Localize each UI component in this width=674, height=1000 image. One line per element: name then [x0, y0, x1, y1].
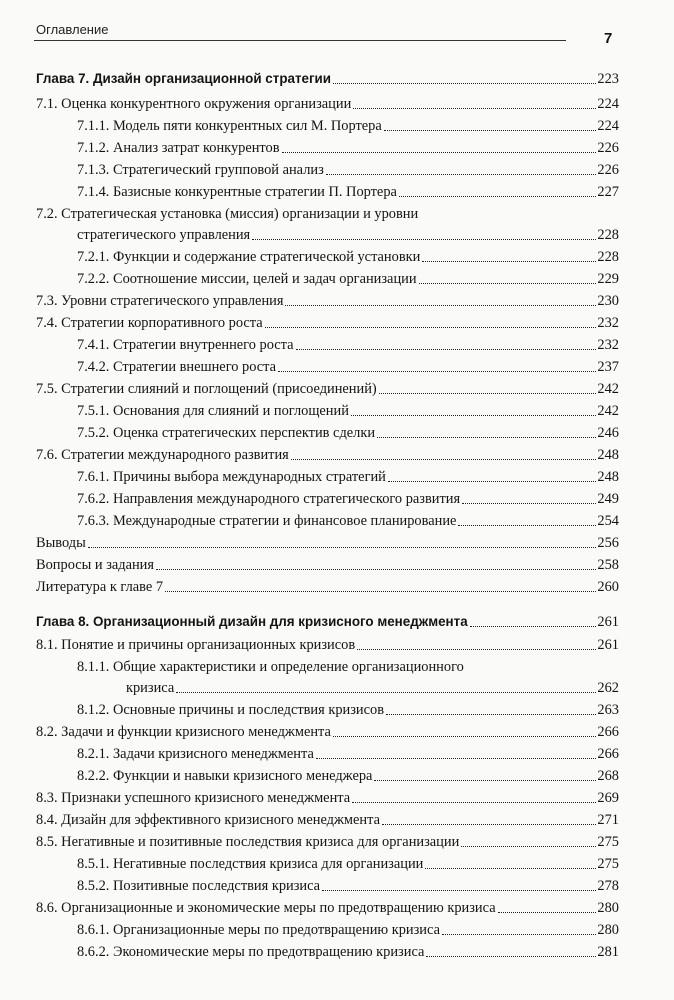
- toc-entry-title: 7.4. Стратегии корпоративного роста: [36, 315, 263, 331]
- dot-leader: [422, 261, 596, 262]
- dot-leader: [462, 503, 596, 504]
- dot-leader: [374, 780, 596, 781]
- dot-leader: [176, 692, 596, 693]
- dot-leader: [461, 846, 596, 847]
- toc-entry-page: 271: [597, 812, 619, 828]
- toc-entry-page: 248: [597, 447, 619, 463]
- toc-entry-7-2[interactable]: [77, 226, 619, 244]
- dot-leader: [156, 569, 596, 570]
- toc-entry-7-4-1[interactable]: [77, 336, 619, 354]
- toc-entry-8-1-1[interactable]: [126, 679, 619, 697]
- toc-entry-title: 7.6.1. Причины выбора международных стратегий: [77, 469, 386, 485]
- toc-entry-8-3[interactable]: [36, 789, 619, 807]
- toc-entry-title: Выводы: [36, 535, 86, 551]
- toc-entry-page: 223: [597, 71, 619, 87]
- toc-entry-title: 7.6. Стратегии международного развития: [36, 447, 289, 463]
- toc-entry-8-2-1[interactable]: [77, 745, 619, 763]
- toc-entry-title: 7.4.2. Стратегии внешнего роста: [77, 359, 277, 375]
- dot-leader: [326, 174, 597, 175]
- dot-leader: [353, 108, 596, 109]
- page-number: 7: [604, 30, 613, 47]
- dot-leader: [291, 459, 597, 460]
- toc-entry-page: 269: [597, 790, 619, 806]
- dot-leader: [165, 591, 596, 592]
- dot-leader: [399, 196, 597, 197]
- toc-entry-7-4[interactable]: [36, 314, 619, 332]
- toc-entry-page: 260: [597, 579, 619, 595]
- toc-entry-page: 263: [597, 702, 619, 718]
- toc-entry-page: 232: [597, 337, 619, 353]
- toc-entry-page: 248: [597, 469, 619, 485]
- toc-entry-page: 280: [597, 900, 619, 916]
- toc-entry-page: 226: [597, 140, 619, 156]
- toc-entry-8-1-2[interactable]: [77, 701, 619, 719]
- toc-entry-7-4-2[interactable]: [77, 358, 619, 376]
- dot-leader: [498, 912, 597, 913]
- toc-entry-title: Глава 8. Организационный дизайн для кризисного менеджмента: [36, 614, 468, 629]
- dot-leader: [278, 371, 596, 372]
- toc-entry-page: 227: [597, 184, 619, 200]
- running-head: Оглавление: [36, 22, 109, 37]
- toc-entry-page: 229: [597, 271, 619, 287]
- dot-leader: [377, 437, 596, 438]
- dot-leader: [470, 626, 597, 627]
- toc-entry-title: 8.1. Понятие и причины организационных кризисов: [36, 637, 356, 653]
- toc-entry-page: 254: [597, 513, 619, 529]
- toc-entry-page: 242: [597, 403, 619, 419]
- dot-leader: [458, 525, 596, 526]
- dot-leader: [425, 868, 596, 869]
- dot-leader: [352, 802, 596, 803]
- toc-entry-7-5-2[interactable]: [77, 424, 619, 442]
- toc-entry-page: 228: [597, 227, 619, 243]
- toc-entry-title: Литература к главе 7: [36, 579, 164, 595]
- toc-entry-page: 275: [597, 834, 619, 850]
- toc-entry-page: 266: [597, 746, 619, 762]
- toc-entry-8-1[interactable]: [36, 636, 619, 654]
- toc-entry-title-continued: кризиса: [126, 680, 175, 696]
- toc-entry-title: 8.2. Задачи и функции кризисного менеджмента: [36, 724, 331, 740]
- toc-entry-page: 278: [597, 878, 619, 894]
- toc-entry-page: 230: [597, 293, 619, 309]
- toc-entry-page: 246: [597, 425, 619, 441]
- dot-leader: [382, 824, 596, 825]
- toc-entry-page: 261: [597, 637, 619, 653]
- toc-entry-page: 224: [597, 118, 619, 134]
- toc-entry-title: 7.3. Уровни стратегического управления: [36, 293, 284, 309]
- toc-entry-conclusions-7[interactable]: [36, 534, 619, 552]
- toc-entry-7-1-2[interactable]: [77, 139, 619, 157]
- toc-entry-title: 7.6.3. Международные стратегии и финансовое планирование: [77, 513, 457, 529]
- toc-entry-title: 7.1.2. Анализ затрат конкурентов: [77, 140, 280, 156]
- toc-entry-title: 7.1.3. Стратегический групповой анализ: [77, 162, 324, 178]
- dot-leader: [386, 714, 596, 715]
- toc-entry-page: 226: [597, 162, 619, 178]
- toc-entry-8-2[interactable]: [36, 723, 619, 741]
- toc-entry-title: 7.5. Стратегии слияний и поглощений (присоединений): [36, 381, 377, 397]
- toc-entry-page: 237: [597, 359, 619, 375]
- toc-entry-8-5-1[interactable]: [77, 855, 619, 873]
- toc-entry-7-2-line1[interactable]: 7.2. Стратегическая установка (миссия) организации и уровни: [36, 206, 419, 222]
- dot-leader: [265, 327, 597, 328]
- dot-leader: [252, 239, 596, 240]
- toc-entry-title: 7.1.4. Базисные конкурентные стратегии П. Портера: [77, 184, 397, 200]
- toc-entry-page: 228: [597, 249, 619, 265]
- dot-leader: [388, 481, 597, 482]
- toc-entry-questions-7[interactable]: [36, 556, 619, 574]
- toc-entry-page: 258: [597, 557, 619, 573]
- toc-entry-page: 224: [597, 96, 619, 112]
- toc-entry-page: 266: [597, 724, 619, 740]
- toc-entry-7-1-1[interactable]: [77, 117, 619, 135]
- toc-entry-8-5-2[interactable]: [77, 877, 619, 895]
- toc-entry-page: 281: [597, 944, 619, 960]
- toc-entry-title: 7.1. Оценка конкурентного окружения организации: [36, 96, 352, 112]
- toc-entry-page: 261: [597, 614, 619, 630]
- dot-leader: [351, 415, 597, 416]
- toc-entry-title: 8.6.2. Экономические меры по предотвращению кризиса: [77, 944, 425, 960]
- toc-entry-8-6[interactable]: [36, 899, 619, 917]
- toc-entry-title: 7.6.2. Направления международного стратегического развития: [77, 491, 461, 507]
- toc-entry-page: 275: [597, 856, 619, 872]
- toc-entry-title: 8.2.2. Функции и навыки кризисного менеджера: [77, 768, 373, 784]
- toc-entry-7-5-1[interactable]: [77, 402, 619, 420]
- toc-entry-7-6-2[interactable]: [77, 490, 619, 508]
- toc-entry-page: 242: [597, 381, 619, 397]
- toc-entry-title: Вопросы и задания: [36, 557, 154, 573]
- dot-leader: [88, 547, 597, 548]
- toc-entry-page: 232: [597, 315, 619, 331]
- dot-leader: [426, 956, 596, 957]
- toc-entry-title: 8.3. Признаки успешного кризисного менеджмента: [36, 790, 351, 806]
- toc-entry-7-5[interactable]: [36, 380, 619, 398]
- toc-entry-7-2-1[interactable]: [77, 248, 619, 266]
- toc-entry-page: 262: [597, 680, 619, 696]
- toc-entry-title: 8.5. Негативные и позитивные последствия кризиса для организации: [36, 834, 460, 850]
- toc-entry-title: 7.5.1. Основания для слияний и поглощений: [77, 403, 349, 419]
- dot-leader: [379, 393, 597, 394]
- dot-leader: [333, 736, 597, 737]
- toc-entry-8-4[interactable]: [36, 811, 619, 829]
- toc-entry-8-2-2[interactable]: [77, 767, 619, 785]
- toc-entry-7-6[interactable]: [36, 446, 619, 464]
- toc-entry-7-6-3[interactable]: [77, 512, 619, 530]
- toc-entry-literature-7[interactable]: [36, 578, 619, 596]
- dot-leader: [357, 649, 596, 650]
- toc-entry-7-1-3[interactable]: [77, 161, 619, 179]
- toc-entry-7-6-1[interactable]: [77, 468, 619, 486]
- toc-entry-7-3[interactable]: [36, 292, 619, 310]
- toc-entry-title: 8.4. Дизайн для эффективного кризисного менеджмента: [36, 812, 380, 828]
- toc-entry-chapter-7[interactable]: [36, 70, 619, 88]
- toc-entry-page: 268: [597, 768, 619, 784]
- toc-entry-8-1-1-line1[interactable]: 8.1.1. Общие характеристики и определение организационного: [77, 659, 464, 675]
- toc-entry-8-5[interactable]: [36, 833, 619, 851]
- toc-entry-title: 7.4.1. Стратегии внутреннего роста: [77, 337, 294, 353]
- toc-entry-title: 8.5.2. Позитивные последствия кризиса: [77, 878, 321, 894]
- toc-entry-chapter-8[interactable]: [36, 613, 619, 631]
- dot-leader: [322, 890, 596, 891]
- dot-leader: [442, 934, 596, 935]
- toc-entry-title: 7.2.1. Функции и содержание стратегической установки: [77, 249, 421, 265]
- toc-entry-title: 7.5.2. Оценка стратегических перспектив сделки: [77, 425, 376, 441]
- toc-entry-8-6-1[interactable]: [77, 921, 619, 939]
- dot-leader: [384, 130, 597, 131]
- toc-entry-title: 8.2.1. Задачи кризисного менеджмента: [77, 746, 314, 762]
- toc-entry-title-continued: стратегического управления: [77, 227, 251, 243]
- dot-leader: [419, 283, 597, 284]
- toc-entry-title: 8.6.1. Организационные меры по предотвращению кризиса: [77, 922, 440, 938]
- toc-entry-title: Глава 7. Дизайн организационной стратегии: [36, 71, 331, 86]
- dot-leader: [333, 83, 596, 84]
- toc-entry-title: 8.1.2. Основные причины и последствия кризисов: [77, 702, 384, 718]
- toc-entry-title: 8.6. Организационные и экономические меры по предотвращению кризиса: [36, 900, 496, 916]
- toc-entry-title: 7.2.2. Соотношение миссии, целей и задач организации: [77, 271, 417, 287]
- dot-leader: [316, 758, 597, 759]
- toc-entry-7-1[interactable]: [36, 95, 619, 113]
- toc-entry-7-1-4[interactable]: [77, 183, 619, 201]
- dot-leader: [296, 349, 597, 350]
- toc-entry-page: 256: [597, 535, 619, 551]
- toc-entry-page: 280: [597, 922, 619, 938]
- toc-entry-title: 8.5.1. Негативные последствия кризиса для организации: [77, 856, 424, 872]
- toc-entry-7-2-2[interactable]: [77, 270, 619, 288]
- toc-entry-title: 7.1.1. Модель пяти конкурентных сил М. Портера: [77, 118, 382, 134]
- dot-leader: [285, 305, 596, 306]
- toc-entry-page: 249: [597, 491, 619, 507]
- toc-entry-8-6-2[interactable]: [77, 943, 619, 961]
- dot-leader: [282, 152, 597, 153]
